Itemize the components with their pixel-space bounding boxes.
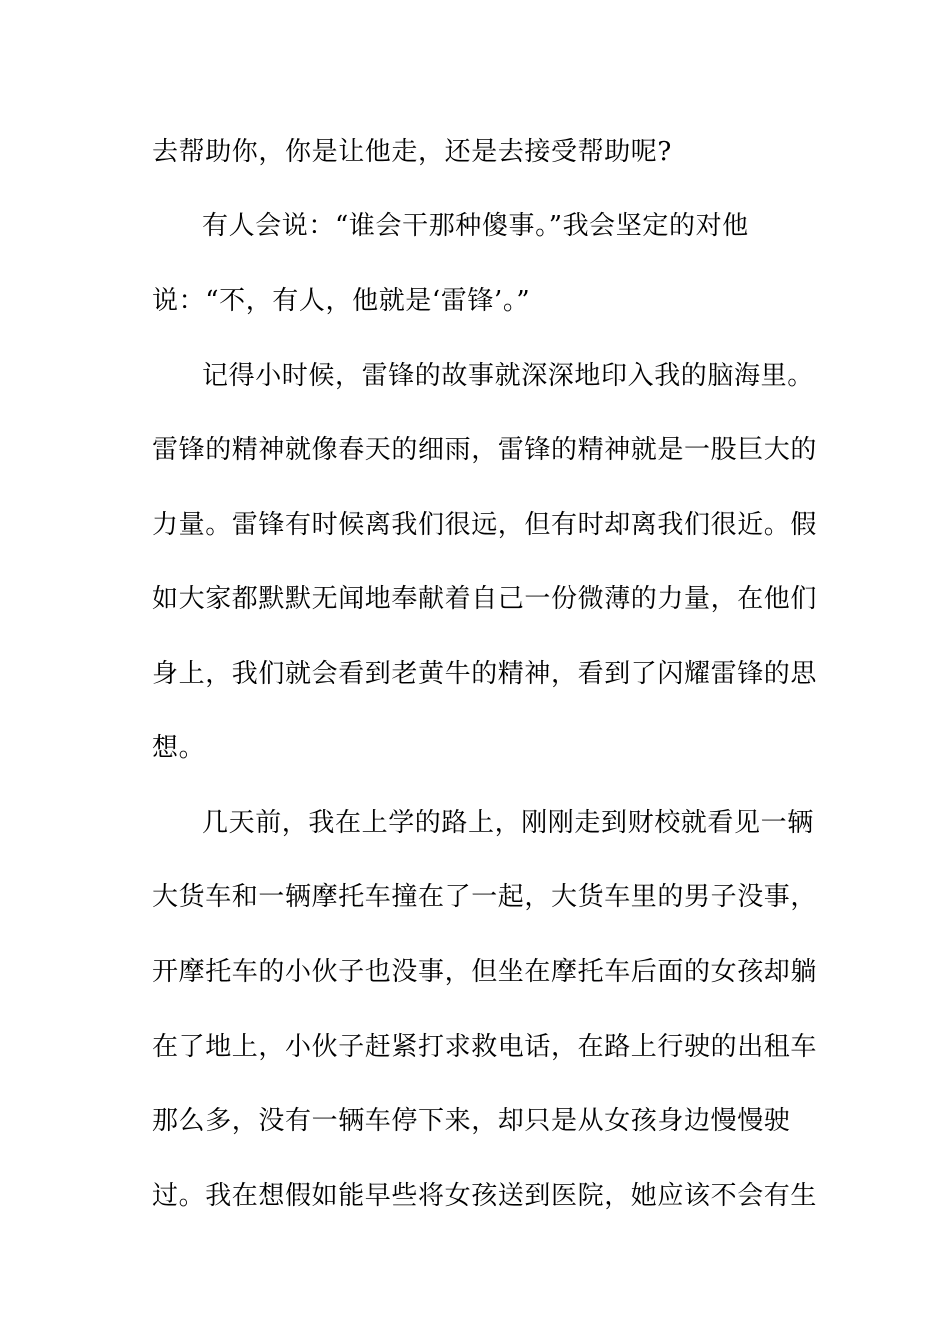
text-line: 记得小时候，雷锋的故事就深深地印入我的脑海里。 — [202, 361, 814, 391]
text-line: 说：“不，有人，他就是‘雷锋’。” — [152, 286, 531, 316]
text-line: 想。 — [152, 733, 206, 763]
text-line: 如大家都默默无闻地奉献着自己一份微薄的力量，在他们 — [152, 584, 818, 614]
text-line: 开摩托车的小伙子也没事，但坐在摩托车后面的女孩却躺 — [152, 957, 818, 987]
text-line: 过。我在想假如能早些将女孩送到医院，她应该不会有生 — [152, 1181, 818, 1211]
text-line: 大货车和一辆摩托车撞在了一起，大货车里的男子没事， — [152, 882, 818, 912]
text-line: 有人会说：“谁会干那种傻事。”我会坚定的对他 — [202, 211, 749, 241]
text-line: 几天前，我在上学的路上，刚刚走到财校就看见一辆 — [202, 808, 814, 838]
text-line: 力量。雷锋有时候离我们很远，但有时却离我们很近。假 — [152, 510, 818, 540]
text-line: 在了地上，小伙子赶紧打求救电话，在路上行驶的出租车 — [152, 1032, 818, 1062]
text-line: 那么多，没有一辆车停下来，却只是从女孩身边慢慢驶 — [152, 1106, 791, 1136]
text-line: 去帮助你，你是让他走，还是去接受帮助呢? — [152, 137, 672, 167]
text-line: 雷锋的精神就像春天的细雨，雷锋的精神就是一股巨大的 — [152, 435, 818, 465]
text-line: 身上，我们就会看到老黄牛的精神，看到了闪耀雷锋的思 — [152, 659, 818, 689]
